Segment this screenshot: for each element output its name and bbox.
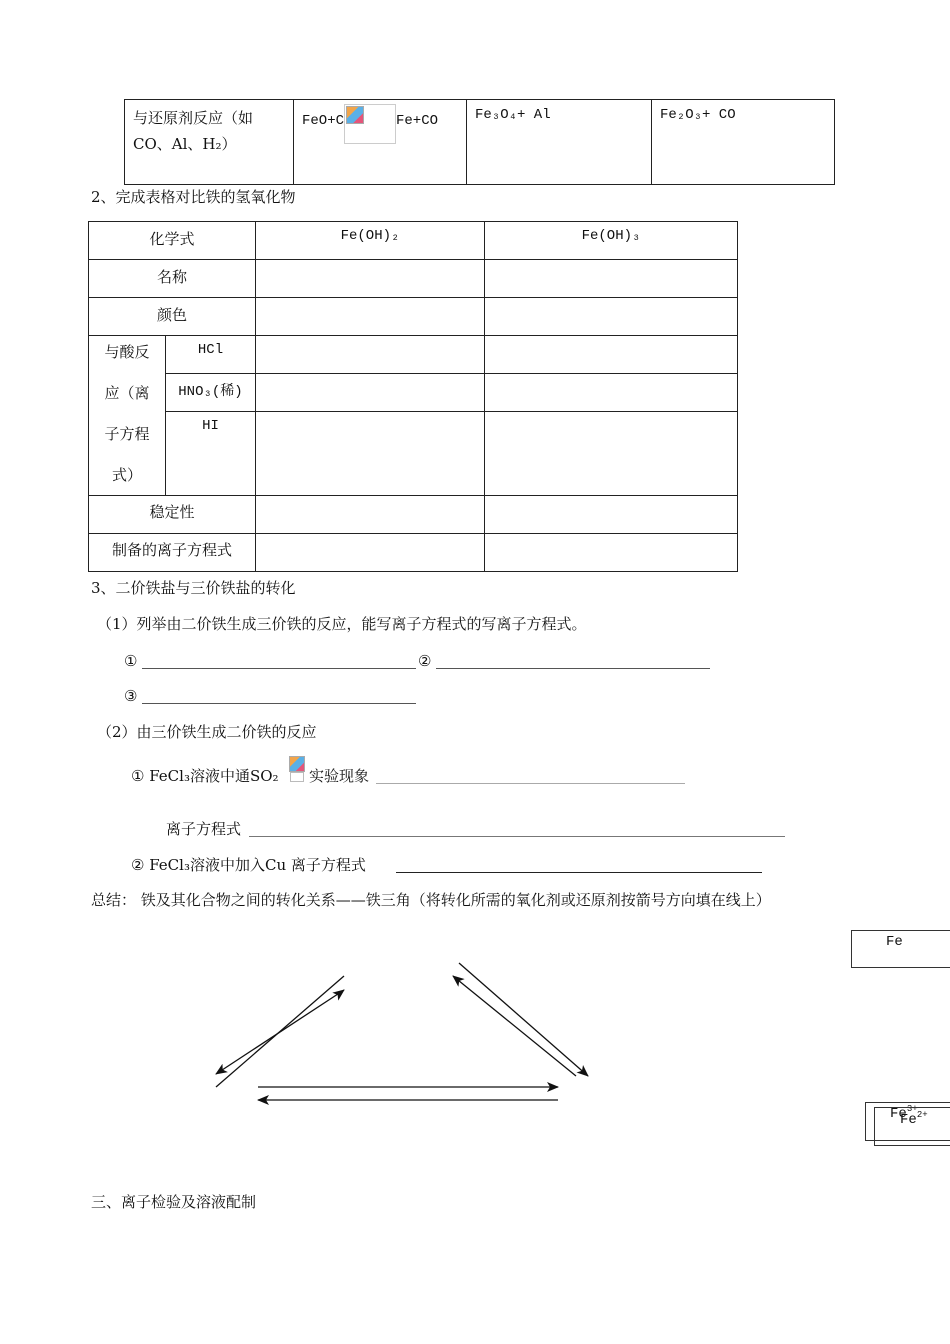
fe3o4-al-text: Fe₃O₄+ Al: [475, 107, 551, 123]
q2-item2: ② FeCl₃溶液中加入Cu 离子方程式: [131, 856, 366, 874]
feo-c-products: Fe+CO: [396, 113, 439, 129]
fe2-base: Fe: [900, 1112, 917, 1128]
q2-item1-prefix: ① FeCl₃溶液中通SO₂: [131, 767, 279, 785]
question-2: （2）由三价铁生成二价铁的反应: [97, 723, 317, 741]
acid-hno3: HNO₃(稀): [166, 374, 256, 412]
acid-label-line3: 子方程: [104, 425, 150, 443]
q2-item1-suffix: 实验现象: [309, 767, 370, 785]
answer-mark-2: ②: [418, 652, 432, 670]
row-stability-label: 稳定性: [89, 496, 256, 534]
section2-heading: 2、完成表格对比铁的氢氧化物: [91, 188, 296, 206]
fe3-charge: 3+: [906, 1104, 918, 1114]
section3-heading: 3、二价铁盐与三价铁盐的转化: [91, 579, 296, 597]
fe3-base: Fe: [890, 1106, 907, 1122]
fe-box-label: Fe: [886, 934, 903, 950]
question-1: （1）列举由二价铁生成三价铁的反应，能写离子方程式的写离子方程式。: [97, 615, 587, 633]
header-fe-oh-3: Fe(OH)₃: [485, 222, 738, 260]
row-preparation-label: 制备的离子方程式: [89, 534, 256, 572]
acid-label-line2: 应（离: [104, 384, 150, 402]
reducing-agent-label-line1: 与还原剂反应（如: [133, 109, 254, 127]
row-name-label: 名称: [89, 260, 256, 298]
header-fe-oh-2: Fe(OH)₂: [256, 222, 485, 260]
acid-hcl: HCl: [166, 336, 256, 374]
reducing-agent-label-line2: CO、Al、H₂）: [133, 135, 237, 153]
arrow-right-up: [453, 976, 576, 1076]
arrow-left-up-head: [216, 990, 344, 1087]
arrow-right-down: [459, 963, 588, 1076]
ionic-equation-label: 离子方程式: [166, 820, 242, 838]
header-formula: 化学式: [89, 222, 256, 260]
row-color-label: 颜色: [89, 298, 256, 336]
answer-mark-3: ③: [124, 687, 138, 705]
answer-mark-1: ①: [124, 652, 138, 670]
acid-label-line1: 与酸反: [104, 343, 150, 361]
acid-label-line4: 式）: [111, 466, 142, 484]
fe2o3-co-text: Fe₂O₃+ CO: [660, 107, 736, 123]
section-three-heading: 三、离子检验及溶液配制: [91, 1193, 257, 1211]
acid-hi: HI: [166, 412, 256, 496]
arrow-left-down: [216, 990, 344, 1074]
fe2-charge: 2+: [916, 1110, 928, 1120]
feo-c-reactants: FeO+C: [302, 113, 345, 129]
summary-text: 总结： 铁及其化合物之间的转化关系——铁三角（将转化所需的氧化剂或还原剂按箭号方向填在线上）: [91, 891, 771, 909]
